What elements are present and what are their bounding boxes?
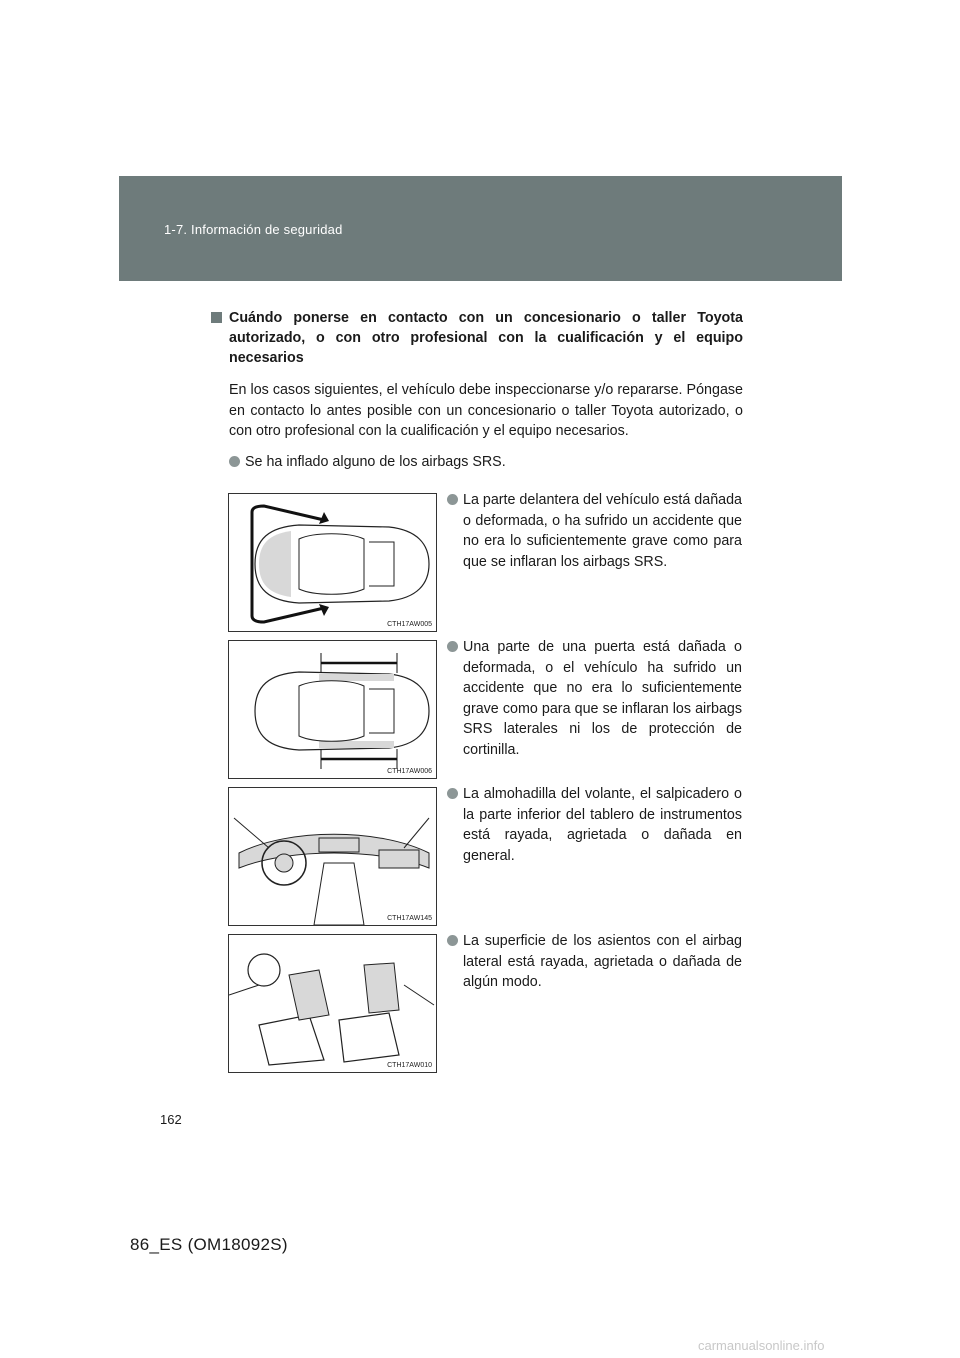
car-top-view-side-illustration [229,641,436,778]
bullet-item [447,784,742,866]
figure-code: CTH17AW145 [387,915,432,922]
section-title: 1-7. Información de seguridad [164,222,343,237]
page-number: 162 [160,1112,182,1127]
content-section [211,308,743,472]
dashboard-illustration [229,788,436,925]
bullet-text: La parte delantera del vehículo está dañada o deformada, o ha sufrido un accidente que no era lo suficientemente grave como para que se inflaran los airbags SRS. [463,492,742,570]
document-code: 86_ES (OM18092S) [130,1235,288,1254]
round-bullet-icon [229,456,240,467]
figure-dashboard [228,787,437,926]
figure-code: CTH17AW010 [387,1062,432,1069]
bullet-text: La almohadilla del volante, el salpicadero o la parte inferior del tablero de instrumentos está rayada, agrietada o dañada en general. [463,786,742,864]
round-bullet-icon [447,494,458,505]
figure-code: CTH17AW006 [387,768,432,775]
section-header-bar [119,176,842,281]
intro-paragraph: En los casos siguientes, el vehículo debe inspeccionarse y/o repararse. Póngase en contacto lo antes posible con un concesionario o taller Toyota autorizado, o con otro profesional con la cualificación y el equipo necesarios. [229,382,743,439]
figure-front-damage [228,493,437,632]
round-bullet-icon [447,641,458,652]
bullet-item [447,931,742,993]
watermark: carmanualsonline.info [698,1338,825,1353]
bullet-item [447,637,742,760]
bullet-text: Se ha inflado alguno de los airbags SRS. [245,453,506,470]
round-bullet-icon [447,788,458,799]
figure-door-damage [228,640,437,779]
figure-code: CTH17AW005 [387,621,432,628]
section-heading [211,308,743,368]
seats-illustration [229,935,436,1072]
bullet-text: Una parte de una puerta está dañada o deformada, o el vehículo ha sufrido un accidente que no era lo suficientemente grave como para que se inflaran los airbags SRS laterales ni los de protección de cortinilla. [463,639,742,758]
bullet-item [447,490,742,572]
car-top-view-front-illustration [229,494,436,631]
square-bullet-icon [211,312,222,323]
figure-seats [228,934,437,1073]
heading-text: Cuándo ponerse en contacto con un concesionario o taller Toyota autorizado, o con otro profesional con la cualificación y el equipo necesarios [229,310,743,366]
bullet-text: La superficie de los asientos con el airbag lateral está rayada, agrietada o dañada de algún modo. [463,933,742,990]
round-bullet-icon [447,935,458,946]
bullet-item [229,452,743,473]
